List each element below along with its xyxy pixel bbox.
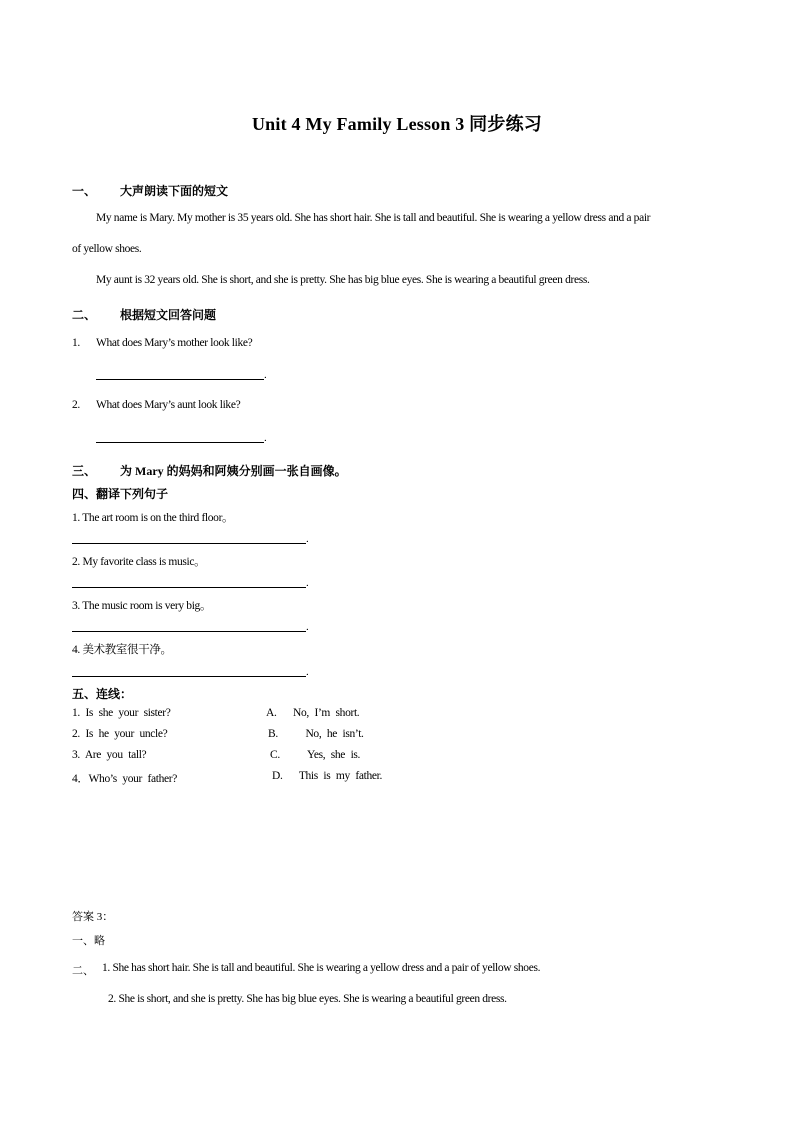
section-3-number: 三、 [72,464,97,478]
translation-line-3-period: . [306,621,309,633]
translation-line-1-period: . [306,533,309,545]
question-2-number: 2. [72,399,80,411]
match-right-d[interactable]: D. This is my father. [272,770,383,782]
passage-paragraph-2: My aunt is 32 years old. She is short, and she is pretty. She has big blue eyes. She is wearing a beautiful green dress. [96,274,590,286]
match-left-2[interactable]: 2. Is he your uncle? [72,728,168,740]
answer-line-2-period: . [264,432,267,444]
answer-line-1[interactable] [96,379,264,380]
answers-heading: 答案 3： [72,911,114,923]
question-1 [72,337,252,349]
answer-section-2-item-1: 1. She has short hair. She is tall and beautiful. She is wearing a yellow dress and a pair of yellow shoes. [102,962,541,974]
section-1-title: 大声朗读下面的短文 [120,184,229,198]
match-left-4[interactable]: 4．Who’s your father? [72,773,178,785]
translation-item-2: 2. My favorite class is music。 [72,556,206,568]
passage-paragraph-1-line-2: of yellow shoes. [72,243,142,255]
question-2-text: What does Mary’s aunt look like? [96,399,241,411]
section-2-number: 二、 [72,308,97,322]
answer-line-2[interactable] [96,442,264,443]
section-3-heading [72,462,347,479]
translation-item-1: 1. The art room is on the third floor。 [72,512,234,524]
passage-paragraph-1-line-1: My name is Mary. My mother is 35 years old. She has short hair. She is tall and beautiful. She is wearing a yellow dress and a pair [96,212,651,224]
match-left-1[interactable]: 1. Is she your sister? [72,707,171,719]
question-2 [72,399,240,411]
translation-item-4: 4. 美术教室很干净。 [72,644,172,656]
question-1-text: What does Mary’s mother look like? [96,337,253,349]
match-right-c[interactable]: C. Yes, she is. [270,749,361,761]
translation-line-4[interactable] [72,676,306,677]
translation-line-2[interactable] [72,587,306,588]
match-left-3[interactable]: 3. Are you tall? [72,749,147,761]
answer-section-1: 一、略 [72,935,105,947]
question-1-number: 1. [72,337,80,349]
translation-line-1[interactable] [72,543,306,544]
translation-item-3: 3. The music room is very big。 [72,600,212,612]
translation-line-2-period: . [306,577,309,589]
section-1-number: 一、 [72,184,97,198]
match-right-b[interactable]: B. No, he isn’t. [268,728,364,740]
section-3-title: 为 Mary 的妈妈和阿姨分别画一张自画像。 [120,464,347,478]
section-2-title: 根据短文回答问题 [120,308,217,322]
answer-section-2-label: 二、 [72,965,94,977]
answer-line-1-period: . [264,369,267,381]
section-4-heading: 四、翻译下列句子 [72,487,169,501]
section-1-heading [72,182,228,199]
section-5-heading: 五、连线： [72,687,133,701]
translation-line-4-period: . [306,666,309,678]
answer-section-2-item-2: 2. She is short, and she is pretty. She has big blue eyes. She is wearing a beautiful green dress. [108,993,507,1005]
page-title: Unit 4 My Family Lesson 3 同步练习 [251,114,542,134]
match-right-a[interactable]: A. No, I’m short. [266,707,360,719]
translation-line-3[interactable] [72,631,306,632]
section-2-heading [72,306,216,323]
